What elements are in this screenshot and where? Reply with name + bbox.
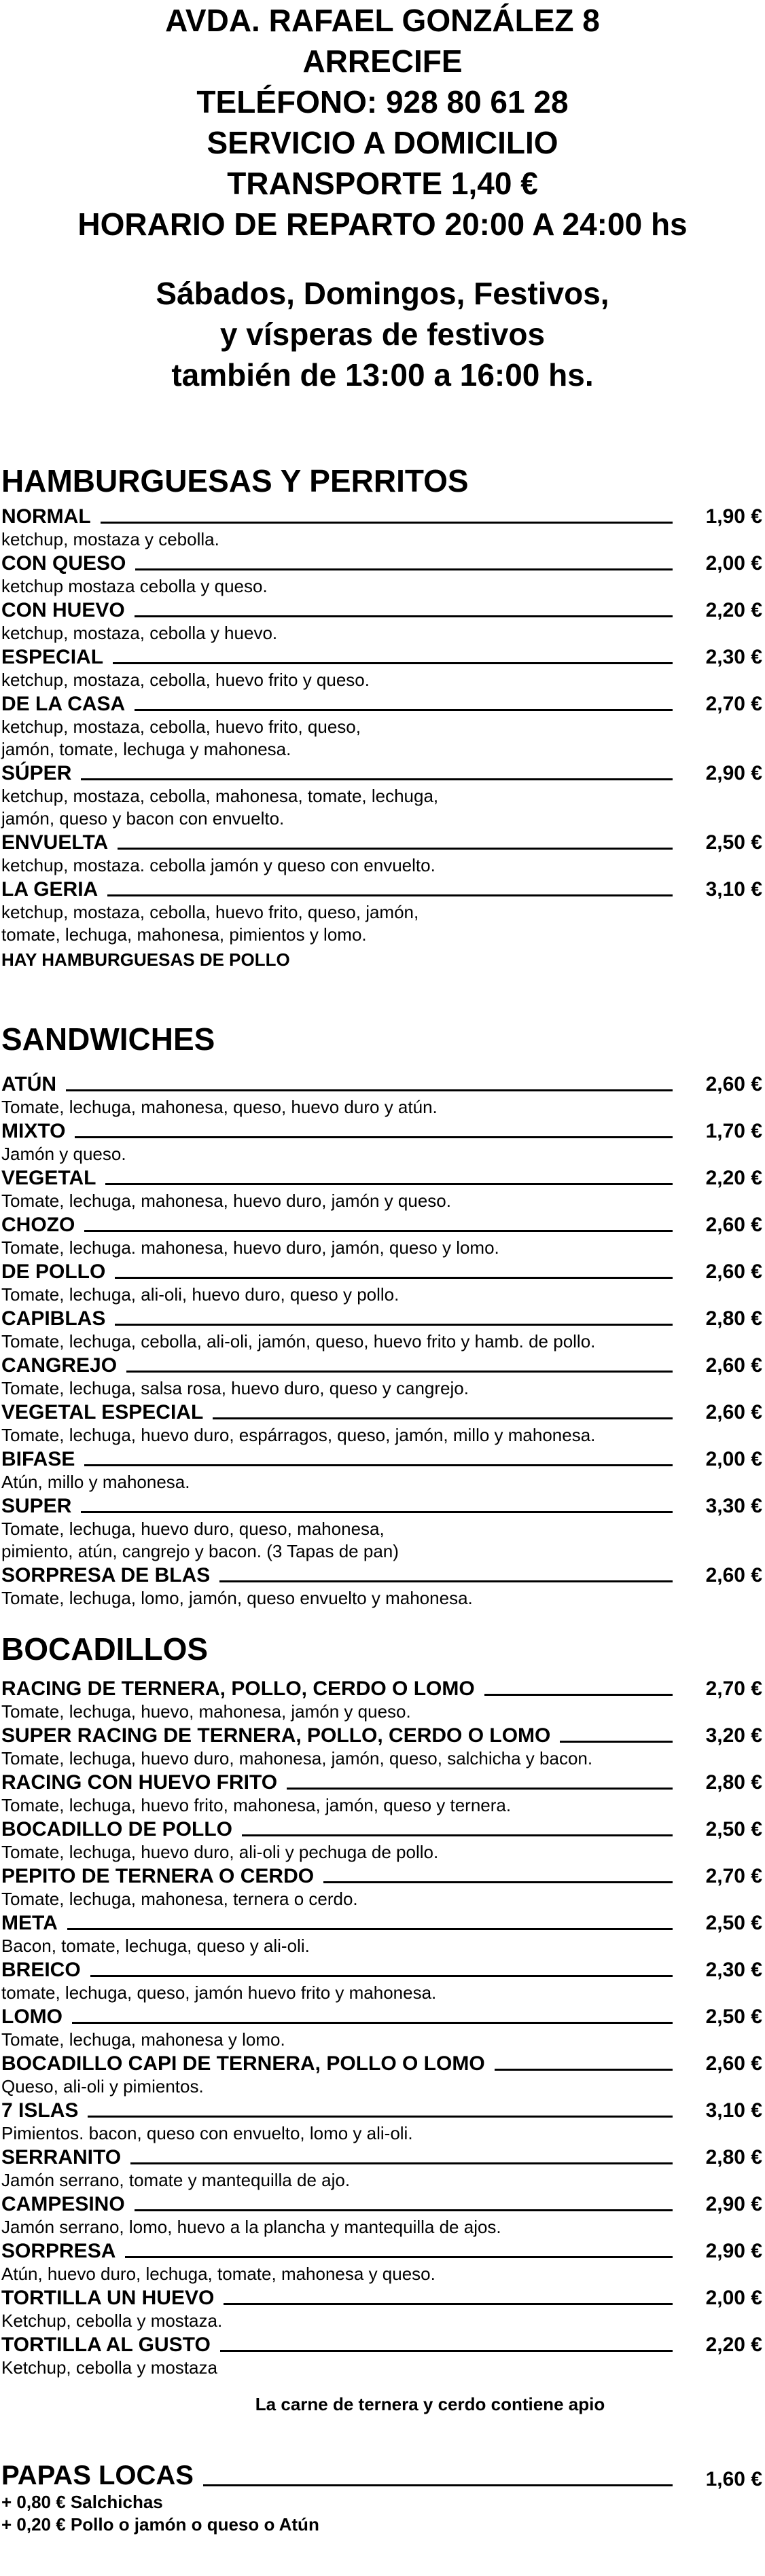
menu-item xyxy=(0,2332,765,2379)
item-name: SUPER RACING DE TERNERA, POLLO, CERDO O LOMO xyxy=(1,1724,551,1747)
section-title: HAMBURGUESAS Y PERRITOS xyxy=(1,463,469,498)
item-name: SÚPER xyxy=(1,762,72,784)
extra-option: + 0,20 € Pollo o jamón o queso o Atún xyxy=(1,2514,319,2535)
item-name: CAPIBLAS xyxy=(1,1307,106,1330)
item-price: 2,60 € xyxy=(705,1354,762,1377)
item-description: ketchup, mostaza y cebolla. xyxy=(1,529,219,549)
item-description: Tomate, lechuga, mahonesa, ternera o cerdo. xyxy=(1,1889,358,1909)
menu-item xyxy=(0,1119,765,1165)
item-price: 1,60 € xyxy=(705,2468,762,2490)
dotted-leader xyxy=(126,1371,673,1373)
city: ARRECIFE xyxy=(302,43,463,79)
item-name: SUPER xyxy=(1,1495,72,1517)
item-price: 2,30 € xyxy=(705,646,762,668)
item-description: jamón, tomate, lechuga y mahonesa. xyxy=(1,739,291,759)
menu-item xyxy=(0,1353,765,1400)
item-price: 2,50 € xyxy=(705,831,762,854)
menu-item xyxy=(0,598,765,645)
item-name: ENVUELTA xyxy=(1,831,109,854)
item-description: tomate, lechuga, mahonesa, pimientos y lomo. xyxy=(1,924,367,945)
section-bocadillos xyxy=(0,1630,765,2415)
item-price: 2,70 € xyxy=(705,693,762,715)
item-description: Ketchup, cebolla y mostaza xyxy=(1,2357,217,2378)
delivery-service: SERVICIO A DOMICILIO xyxy=(207,125,558,160)
menu-item xyxy=(0,1212,765,1259)
item-price: 2,20 € xyxy=(705,1167,762,1189)
item-name: LA GERIA xyxy=(1,878,99,901)
menu-item xyxy=(0,2192,765,2238)
item-description: Queso, ali-oli y pimientos. xyxy=(1,2076,204,2097)
dotted-leader xyxy=(118,848,673,850)
dotted-leader xyxy=(135,709,673,711)
item-price: 3,20 € xyxy=(705,1724,762,1747)
item-price: 3,10 € xyxy=(705,878,762,901)
menu-item xyxy=(0,2098,765,2145)
menu-item xyxy=(0,2051,765,2098)
dotted-leader xyxy=(287,1788,673,1790)
weekend-line: y vísperas de festivos xyxy=(219,316,546,352)
section-title: SANDWICHES xyxy=(1,1021,215,1057)
item-price: 2,60 € xyxy=(705,1401,762,1423)
dotted-leader xyxy=(130,2162,673,2164)
section-papas xyxy=(0,2459,765,2536)
menu-item xyxy=(0,1400,765,1447)
item-name: CHOZO xyxy=(1,1214,75,1236)
dotted-leader xyxy=(67,1928,673,1930)
menu-item xyxy=(0,1072,765,1119)
phone: TELÉFONO: 928 80 61 28 xyxy=(196,84,569,120)
item-price: 2,00 € xyxy=(705,552,762,575)
menu-item xyxy=(0,1817,765,1864)
item-description: Atún, millo y mahonesa. xyxy=(1,1472,190,1492)
item-price: 2,60 € xyxy=(705,1260,762,1283)
item-description: Bacon, tomate, lechuga, queso y ali-oli. xyxy=(1,1936,310,1956)
menu-item xyxy=(0,551,765,598)
menu-item xyxy=(0,1676,765,1723)
item-name: CAMPESINO xyxy=(1,2193,125,2215)
item-price: 1,70 € xyxy=(705,1120,762,1142)
item-description: Tomate, lechuga, huevo duro, ali-oli y pechuga de pollo. xyxy=(1,1842,439,1862)
item-description: Tomate, lechuga, huevo duro, espárragos, queso, jamón, millo y mahonesa. xyxy=(1,1425,596,1445)
menu-item xyxy=(0,1259,765,1306)
item-name: PEPITO DE TERNERA O CERDO xyxy=(1,1865,315,1887)
dotted-leader xyxy=(105,1183,673,1185)
item-name: ESPECIAL xyxy=(1,646,104,668)
transport-fee: TRANSPORTE 1,40 € xyxy=(227,166,538,201)
dotted-leader xyxy=(220,2350,673,2352)
item-description: Tomate, lechuga, mahonesa, queso, huevo duro y atún. xyxy=(1,1097,438,1117)
item-description: pimiento, atún, cangrejo y bacon. (3 Tapas de pan) xyxy=(1,1541,399,1561)
dotted-leader xyxy=(125,2256,673,2258)
dotted-leader xyxy=(224,2303,673,2305)
item-price: 1,90 € xyxy=(705,505,762,528)
menu-item xyxy=(0,2145,765,2192)
dotted-leader xyxy=(66,1089,673,1091)
item-name: SORPRESA DE BLAS xyxy=(1,1564,211,1586)
item-description: ketchup, mostaza. cebolla jamón y queso con envuelto. xyxy=(1,855,435,875)
item-description: Tomate, lechuga, huevo frito, mahonesa, jamón, queso y ternera. xyxy=(1,1795,512,1815)
item-description: Tomate, lechuga, huevo duro, queso, mahonesa, xyxy=(1,1519,385,1539)
weekend-line: también de 13:00 a 16:00 hs. xyxy=(171,357,594,393)
menu-item xyxy=(0,761,765,830)
dotted-leader xyxy=(484,1694,673,1696)
item-price: 2,50 € xyxy=(705,1818,762,1840)
item-price: 3,30 € xyxy=(705,1495,762,1517)
weekend-line: Sábados, Domingos, Festivos, xyxy=(156,276,609,311)
item-name: LOMO xyxy=(1,2006,63,2028)
item-price: 2,70 € xyxy=(705,1677,762,1700)
menu-item xyxy=(0,1563,765,1610)
item-price: 2,70 € xyxy=(705,1865,762,1887)
section-hamburguesas xyxy=(0,462,765,972)
menu-item xyxy=(0,830,765,877)
item-price: 2,00 € xyxy=(705,2287,762,2309)
dotted-leader xyxy=(90,1975,673,1977)
item-price: 2,80 € xyxy=(705,1307,762,1330)
extra-option: + 0,80 € Salchichas xyxy=(1,2492,163,2512)
item-description: Tomate, lechuga, mahonesa y lomo. xyxy=(1,2029,285,2050)
item-name: SERRANITO xyxy=(1,2146,122,2169)
item-description: ketchup, mostaza, cebolla, huevo frito, queso, jamón, xyxy=(1,902,419,922)
item-description: Ketchup, cebolla y mostaza. xyxy=(1,2310,223,2331)
item-description: Tomate, lechuga, lomo, jamón, queso envuelto y mahonesa. xyxy=(1,1588,473,1608)
item-price: 2,60 € xyxy=(705,2052,762,2075)
item-price: 2,90 € xyxy=(705,2193,762,2215)
dotted-leader xyxy=(135,2209,673,2211)
dotted-leader xyxy=(81,778,673,780)
dotted-leader xyxy=(203,2484,673,2486)
item-name: VEGETAL ESPECIAL xyxy=(1,1401,204,1423)
section-title: BOCADILLOS xyxy=(1,1631,209,1667)
dotted-leader xyxy=(113,662,673,664)
item-name: MIXTO xyxy=(1,1120,66,1142)
item-name: TORTILLA AL GUSTO xyxy=(1,2334,211,2356)
item-description: Tomate, lechuga. mahonesa, huevo duro, jamón, queso y lomo. xyxy=(1,1237,499,1258)
chicken-burger-note: HAY HAMBURGUESAS DE POLLO xyxy=(1,949,290,970)
menu-item xyxy=(0,877,765,946)
address: AVDA. RAFAEL GONZÁLEZ 8 xyxy=(165,3,600,38)
dotted-leader xyxy=(323,1881,673,1883)
dotted-leader xyxy=(242,1834,673,1836)
item-price: 2,50 € xyxy=(705,1912,762,1934)
menu-item xyxy=(0,504,765,551)
dotted-leader xyxy=(135,568,673,570)
item-description: ketchup, mostaza, cebolla, huevo frito y queso. xyxy=(1,670,370,690)
item-description: jamón, queso y bacon con envuelto. xyxy=(1,808,285,829)
dotted-leader xyxy=(84,1230,673,1232)
menu-item xyxy=(0,2004,765,2051)
menu-header xyxy=(0,0,765,395)
item-description: ketchup, mostaza, cebolla y huevo. xyxy=(1,623,278,643)
item-description: Tomate, lechuga, salsa rosa, huevo duro, queso y cangrejo. xyxy=(1,1378,469,1398)
menu-item xyxy=(0,1910,765,1957)
item-price: 2,20 € xyxy=(705,2334,762,2356)
item-description: Tomate, lechuga, cebolla, ali-oli, jamón, queso, huevo frito y hamb. de pollo. xyxy=(1,1331,596,1352)
item-name: CON QUESO xyxy=(1,552,126,575)
item-description: Jamón serrano, tomate y mantequilla de ajo. xyxy=(1,2170,351,2190)
item-name: CANGREJO xyxy=(1,1354,118,1377)
item-name: 7 ISLAS xyxy=(1,2099,79,2122)
item-name: BOCADILLO CAPI DE TERNERA, POLLO O LOMO xyxy=(1,2052,485,2075)
menu-item xyxy=(0,1447,765,1493)
item-name: VEGETAL xyxy=(1,1167,96,1189)
item-name: RACING DE TERNERA, POLLO, CERDO O LOMO xyxy=(1,1677,475,1700)
menu-item xyxy=(0,1165,765,1212)
item-name: DE LA CASA xyxy=(1,693,126,715)
item-price: 2,60 € xyxy=(705,1214,762,1236)
item-name: SORPRESA xyxy=(1,2240,116,2262)
dotted-leader xyxy=(84,1464,673,1466)
item-name: TORTILLA UN HUEVO xyxy=(1,2287,215,2309)
dotted-leader xyxy=(213,1417,673,1419)
menu-item xyxy=(0,1770,765,1817)
item-name: BOCADILLO DE POLLO xyxy=(1,1818,232,1840)
item-description: Jamón y queso. xyxy=(1,1144,126,1164)
item-description: ketchup mostaza cebolla y queso. xyxy=(1,576,268,596)
item-description: tomate, lechuga, queso, jamón huevo frito y mahonesa. xyxy=(1,1982,437,2003)
item-description: Tomate, lechuga, mahonesa, huevo duro, jamón y queso. xyxy=(1,1191,451,1211)
menu-item xyxy=(0,691,765,761)
section-sandwiches xyxy=(0,1020,765,1610)
dotted-leader xyxy=(495,2069,673,2071)
item-price: 2,90 € xyxy=(705,762,762,784)
menu-item xyxy=(0,1306,765,1353)
dotted-leader xyxy=(88,2116,673,2118)
item-price: 2,80 € xyxy=(705,2146,762,2169)
menu-item xyxy=(0,1957,765,2004)
weekend-hours xyxy=(0,273,765,395)
menu-item xyxy=(0,645,765,691)
item-price: 2,50 € xyxy=(705,2006,762,2028)
item-name: META xyxy=(1,1912,58,1934)
menu-item xyxy=(0,1723,765,1770)
item-price: 2,80 € xyxy=(705,1771,762,1794)
item-price: 2,60 € xyxy=(705,1073,762,1095)
item-price: 2,30 € xyxy=(705,1959,762,1981)
item-price: 2,90 € xyxy=(705,2240,762,2262)
dotted-leader xyxy=(72,2022,673,2024)
item-description: ketchup, mostaza, cebolla, huevo frito, queso, xyxy=(1,716,361,737)
item-name: CON HUEVO xyxy=(1,599,125,621)
item-name: NORMAL xyxy=(1,505,91,528)
dotted-leader xyxy=(219,1580,673,1582)
allergen-note: La carne de ternera y cerdo contiene apio xyxy=(255,2394,605,2414)
dotted-leader xyxy=(115,1277,673,1279)
dotted-leader xyxy=(81,1511,673,1513)
item-name: BREICO xyxy=(1,1959,81,1981)
menu-item xyxy=(0,1493,765,1563)
menu-item xyxy=(0,2285,765,2332)
dotted-leader xyxy=(115,1324,673,1326)
item-description: Tomate, lechuga, huevo duro, mahonesa, jamón, queso, salchicha y bacon. xyxy=(1,1748,593,1768)
item-price: 2,60 € xyxy=(705,1564,762,1586)
item-description: Pimientos. bacon, queso con envuelto, lomo y ali-oli. xyxy=(1,2123,413,2143)
item-description: ketchup, mostaza, cebolla, mahonesa, tomate, lechuga, xyxy=(1,786,439,806)
menu-item xyxy=(0,1864,765,1910)
item-price: 3,10 € xyxy=(705,2099,762,2122)
item-description: Jamón serrano, lomo, huevo a la plancha y mantequilla de ajos. xyxy=(1,2217,501,2237)
item-name: RACING CON HUEVO FRITO xyxy=(1,1771,278,1794)
item-description: Tomate, lechuga, ali-oli, huevo duro, queso y pollo. xyxy=(1,1284,399,1305)
item-name: BIFASE xyxy=(1,1448,75,1470)
menu-item xyxy=(0,2459,765,2536)
item-price: 2,20 € xyxy=(705,599,762,621)
item-name: ATÚN xyxy=(1,1073,57,1095)
dotted-leader xyxy=(101,522,673,524)
delivery-hours: HORARIO DE REPARTO 20:00 A 24:00 hs xyxy=(77,206,688,242)
item-description: Atún, huevo duro, lechuga, tomate, mahonesa y queso. xyxy=(1,2264,435,2284)
item-name: DE POLLO xyxy=(1,1260,106,1283)
item-description: Tomate, lechuga, huevo, mahonesa, jamón y queso. xyxy=(1,1701,411,1722)
item-price: 2,00 € xyxy=(705,1448,762,1470)
item-name: PAPAS LOCAS xyxy=(1,2461,194,2490)
menu-item xyxy=(0,2238,765,2285)
dotted-leader xyxy=(75,1136,673,1138)
dotted-leader xyxy=(107,894,673,896)
dotted-leader xyxy=(560,1741,673,1743)
dotted-leader xyxy=(135,615,673,617)
